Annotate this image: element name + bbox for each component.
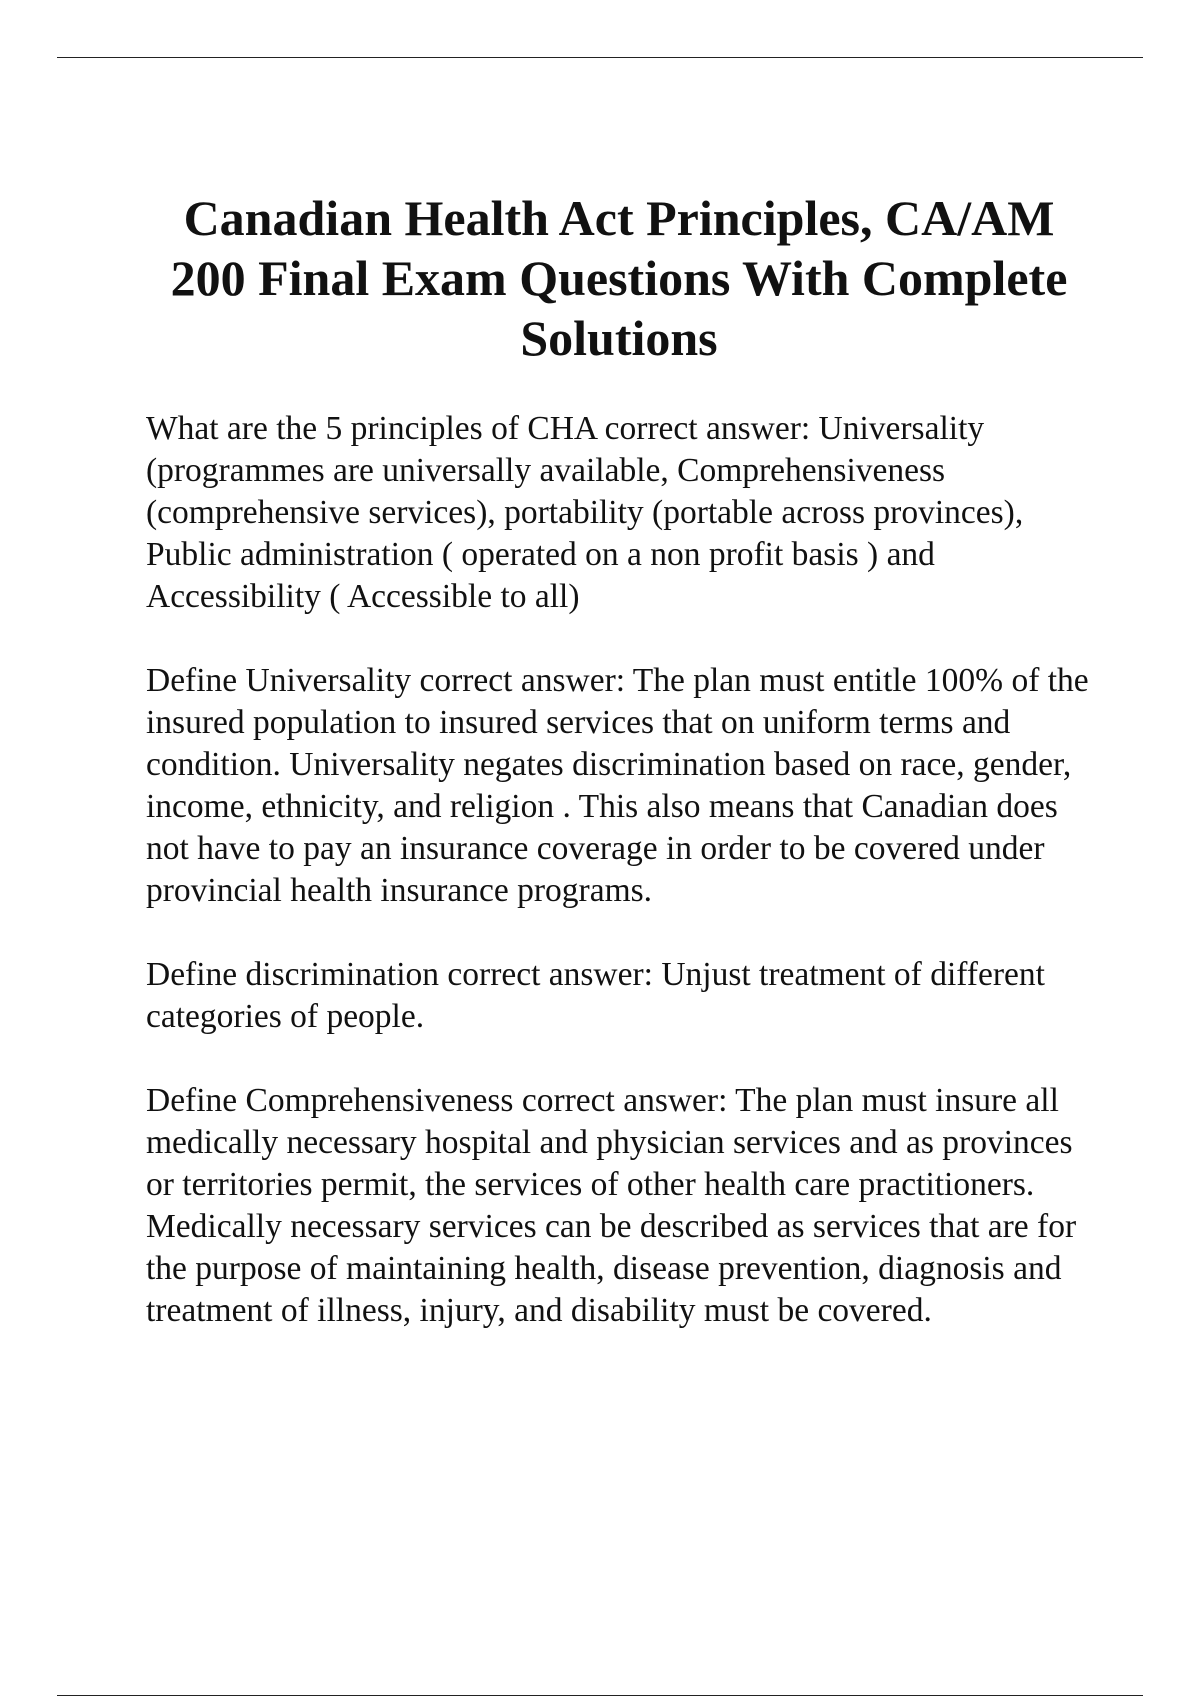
header-divider <box>57 57 1143 58</box>
document-body <box>146 188 1092 1332</box>
qa-entry-universality: Define Universality correct answer: The plan must entitle 100% of the insured population to insured services that on uniform terms and condition. Universality negates discrimination based on race, gender, income, ethnicity, and religion . This also means that Canadian does not have to pay an insurance coverage in order to be covered under provincial health insurance programs. <box>146 662 1089 909</box>
qa-entry-principles: What are the 5 principles of CHA correct answer: Universality (programmes are universally available, Comprehensiveness (comprehensive services), portability (portable across provinces), Public administration ( operated on a non profit basis ) and Accessibility ( Accessible to all) <box>146 410 1024 615</box>
footer-divider <box>57 1695 1143 1696</box>
qa-entry-discrimination: Define discrimination correct answer: Unjust treatment of different categories of people. <box>146 956 1045 1035</box>
qa-entry-comprehensiveness: Define Comprehensiveness correct answer: The plan must insure all medically necessary hospital and physician services and as provinces or territories permit, the services of other health care practitioners. Medically necessary services can be described as services that are for the purpose of maintaining health, disease prevention, diagnosis and treatment of illness, injury, and disability must be covered. <box>146 1082 1077 1329</box>
document-title: Canadian Health Act Principles, CA/AM 200 Final Exam Questions With Complete Solutions <box>170 190 1068 366</box>
